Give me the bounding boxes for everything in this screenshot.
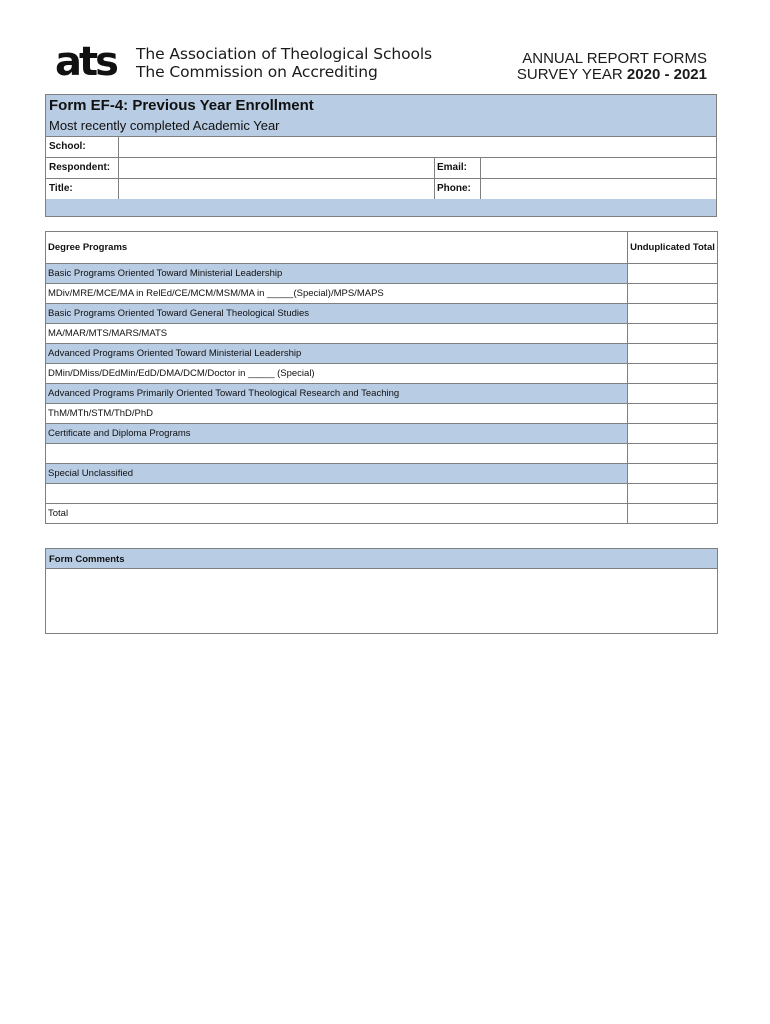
program-label: Total [46,504,628,524]
program-category-label: Special Unclassified [46,464,628,484]
report-title: ANNUAL REPORT FORMS [522,50,707,67]
survey-label: SURVEY YEAR [516,66,627,83]
school-label: School: [49,141,86,152]
table-row [46,344,718,364]
unduplicated-total-cell[interactable] [628,444,718,464]
title-row [46,179,716,200]
program-category-label: Advanced Programs Oriented Toward Ministerial Leadership [46,344,628,364]
program-category-label: Advanced Programs Primarily Oriented Toward Theological Research and Teaching [46,384,628,404]
program-category-label: Basic Programs Oriented Toward Ministerial Leadership [46,264,628,284]
program-label: MA/MAR/MTS/MARS/MATS [46,324,628,344]
table-row [46,324,718,344]
respondent-row [46,158,716,179]
comments-label: Form Comments [49,554,125,565]
org-name: The Association of Theological Schools [136,45,433,63]
program-category-label: Basic Programs Oriented Toward General Theological Studies [46,304,628,324]
unduplicated-total-cell[interactable] [628,464,718,484]
table-row [46,304,718,324]
unduplicated-total-cell[interactable] [628,304,718,324]
table-row [46,284,718,304]
unduplicated-total-cell[interactable] [628,284,718,304]
form-title: Form EF-4: Previous Year Enrollment [49,97,314,114]
form-header [46,95,716,137]
ats-logo [55,44,129,80]
org-subtitle: The Commission on Accrediting [136,63,378,81]
respondent-label: Respondent: [49,162,111,173]
title-field[interactable] [119,179,433,199]
school-field[interactable] [119,137,716,157]
program-category-label: Certificate and Diploma Programs [46,424,628,444]
unduplicated-total-cell[interactable] [628,484,718,504]
table-row [46,384,718,404]
phone-label: Phone: [437,183,471,194]
respondent-field[interactable] [119,158,433,178]
unduplicated-total-header: Unduplicated Total [628,232,718,264]
table-row [46,504,718,524]
table-row [46,484,718,504]
title-label: Title: [49,183,73,194]
comments-header [46,549,717,569]
email-label: Email: [437,162,468,173]
table-row [46,364,718,384]
info-footer-band [46,199,716,216]
program-label: DMin/DMiss/DEdMin/EdD/DMA/DCM/Doctor in _____ (Special) [46,364,628,384]
table-row [46,264,718,284]
form-subtitle: Most recently completed Academic Year [49,118,280,133]
program-label [46,484,628,504]
program-label: MDiv/MRE/MCE/MA in RelEd/CE/MCM/MSM/MA in _____(Special)/MPS/MAPS [46,284,628,304]
table-row [46,464,718,484]
programs-body [46,264,718,524]
form-comments-box [45,548,718,634]
unduplicated-total-cell[interactable] [628,344,718,364]
respondent-info-box [45,94,717,217]
survey-year [517,66,707,83]
survey-years: 2020 - 2021 [626,66,707,83]
school-row [46,137,716,158]
program-label: ThM/MTh/STM/ThD/PhD [46,404,628,424]
table-row [46,404,718,424]
table-header-row [46,232,718,264]
svg-text:ats: ats [55,44,116,80]
unduplicated-total-cell[interactable] [628,384,718,404]
phone-field[interactable] [481,179,716,199]
email-field[interactable] [481,158,716,178]
program-label [46,444,628,464]
unduplicated-total-cell[interactable] [628,264,718,284]
degree-programs-header: Degree Programs [46,232,628,264]
unduplicated-total-cell[interactable] [628,404,718,424]
unduplicated-total-cell[interactable] [628,504,718,524]
unduplicated-total-cell[interactable] [628,424,718,444]
table-row [46,424,718,444]
degree-programs-table [45,231,718,524]
comments-field[interactable] [46,569,717,633]
unduplicated-total-cell[interactable] [628,324,718,344]
unduplicated-total-cell[interactable] [628,364,718,384]
table-row [46,444,718,464]
